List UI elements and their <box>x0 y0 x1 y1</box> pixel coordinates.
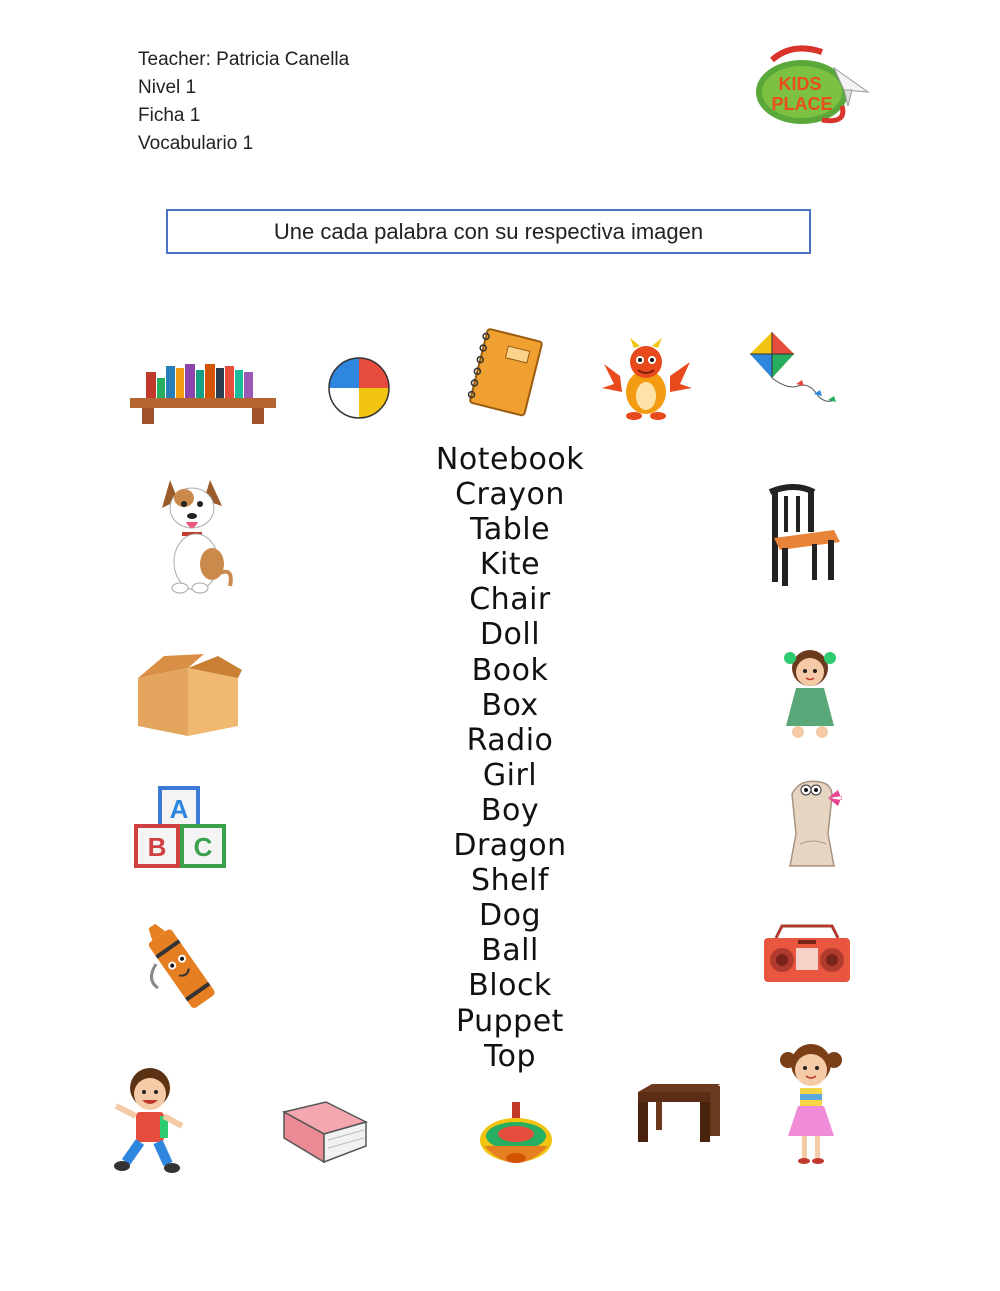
svg-text:PLACE: PLACE <box>771 94 833 114</box>
dog-image[interactable] <box>156 474 236 596</box>
svg-text:C: C <box>193 832 213 862</box>
svg-text:B: B <box>147 832 167 862</box>
word-item[interactable]: Dog <box>479 898 541 934</box>
boy-image[interactable] <box>106 1064 190 1174</box>
word-item[interactable]: Crayon <box>455 477 565 513</box>
kite-image[interactable] <box>748 330 838 410</box>
radio-image[interactable] <box>762 924 852 984</box>
table-image[interactable] <box>634 1082 724 1144</box>
ball-image[interactable] <box>326 356 392 420</box>
word-item[interactable]: Boy <box>480 792 540 828</box>
level-label: Nivel 1 <box>138 77 197 98</box>
word-list <box>420 442 600 1074</box>
doll-image[interactable] <box>776 644 844 738</box>
svg-text:KIDS: KIDS <box>778 74 822 94</box>
dragon-image[interactable] <box>600 336 692 422</box>
girl-image[interactable] <box>778 1040 844 1166</box>
word-item[interactable]: Top <box>483 1038 537 1074</box>
word-item[interactable]: Girl <box>482 757 538 793</box>
word-item[interactable]: Notebook <box>435 442 585 477</box>
word-item[interactable]: Shelf <box>471 863 549 899</box>
word-item[interactable]: Table <box>469 512 551 548</box>
svg-text:A: A <box>169 794 189 824</box>
notebook-image[interactable] <box>462 326 548 418</box>
puppet-image[interactable] <box>780 774 850 870</box>
box-image[interactable] <box>134 652 244 736</box>
blocks-image[interactable] <box>132 784 230 870</box>
kids-place-logo <box>752 40 870 132</box>
shelf-image[interactable] <box>128 358 278 426</box>
word-item[interactable]: Dragon <box>453 828 567 864</box>
chair-image[interactable] <box>764 484 842 588</box>
worksheet-header <box>138 46 349 158</box>
sheet-label: Ficha 1 <box>138 105 201 126</box>
instruction-text: Une cada palabra con su respectiva imagen <box>273 218 704 244</box>
teacher-name: Teacher: Patricia Canella <box>138 49 350 70</box>
word-item[interactable]: Kite <box>479 547 541 583</box>
word-item[interactable]: Book <box>471 652 549 688</box>
top-image[interactable] <box>476 1100 556 1176</box>
book-image[interactable] <box>280 1098 370 1166</box>
crayon-image[interactable] <box>140 924 228 1020</box>
instruction-box <box>166 209 811 254</box>
word-item[interactable]: Ball <box>481 933 539 969</box>
vocab-label: Vocabulario 1 <box>138 133 254 154</box>
word-item[interactable]: Doll <box>479 617 541 653</box>
word-item[interactable]: Puppet <box>456 1003 564 1039</box>
word-item[interactable]: Box <box>481 687 539 723</box>
word-item[interactable]: Chair <box>469 582 551 618</box>
word-item[interactable]: Block <box>468 968 552 1004</box>
word-item[interactable]: Radio <box>466 722 554 758</box>
